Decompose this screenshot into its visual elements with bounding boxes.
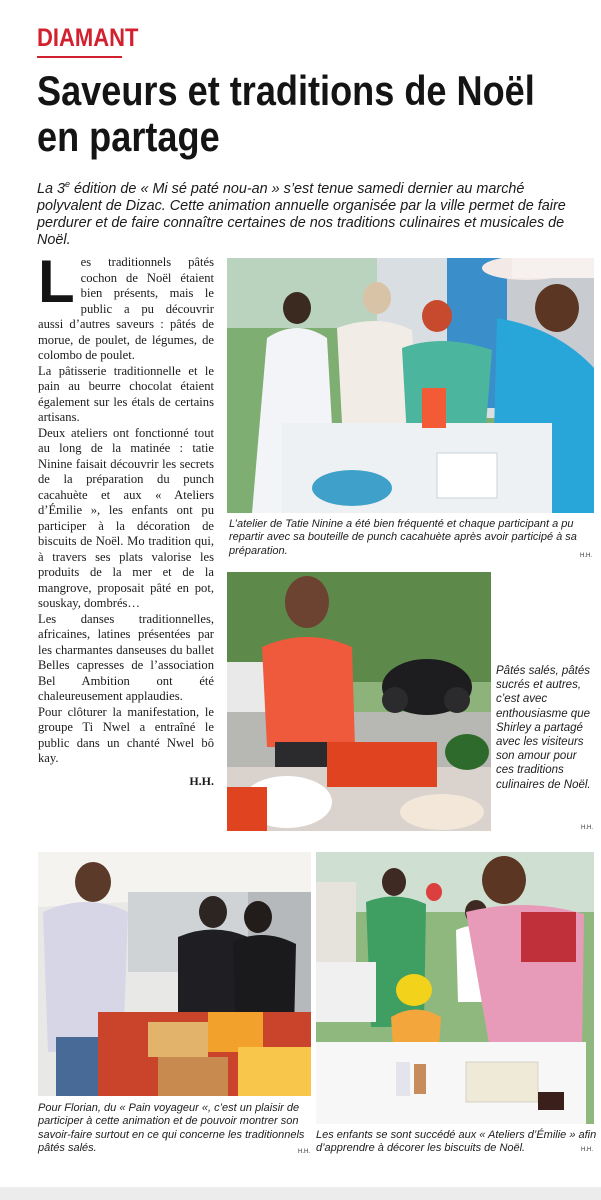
photo-shirley-credit: H.H. [581,825,593,831]
paragraph-1-text: es traditionnels pâtés cochon de Noël étaient bien présents, mais le public a pu découvrir aussi d’autres saveurs : pâtés de morue, de poulet, de légumes, de colombo de poulet. [38,255,214,362]
photo-florian-credit: H.H. [298,1149,310,1155]
headline-line-2: en partage [37,113,220,160]
article-paragraph-4: Les danses traditionnelles, africaines, latines présentées par les charmantes danseuses du ballet Belles capresses de l’association Bel Ambition ont été chaleureusement applaudies. [38,611,214,703]
page-bottom-bar [0,1187,601,1200]
lead-paragraph [37,176,592,249]
lead-prefix: La 3 [37,180,66,197]
photo-florian-caption: Pour Florian, du « Pain voyageur «, c’est un plaisir de participer à cette animation et de pouvoir montrer son savoir-faire surtout en ce qui concerne les traditionnels pâtés salés. [38,1102,305,1155]
photo-emilie-workshop-image [316,852,594,1124]
lead-text: édition de « Mi sé paté nou-an » s’est tenue samedi dernier au marché polyvalent de Dizac. Cette animation annuelle organisée par la ville permet de faire perdurer et de faire connaître certaines de nos traditions culinaires et musicales de Noël. [37,180,566,248]
article-body [38,248,214,789]
photo-punch-workshop-image [227,258,594,513]
headline [37,67,535,160]
photo-florian-image [38,852,311,1096]
article-paragraph-3: Deux ateliers ont fonctionné tout au long de la matinée : tatie Ninine faisait découvrir les secrets de la préparation du punch cacahuète et aux « Ateliers d’Émilie », les enfants ont pu participer à la décoration de biscuits de Noël. Mo tradition qui, à travers ses plats valorise les produits de la mer et de la mangrove, proposait pâté en pot, souskay, dombrés… [38,425,214,610]
photo-shirley-caption: Pâtés salés, pâtés sucrés et autres, c’est avec enthousiasme que Shirley a partagé avec les visiteurs son amour pour ces traditions culinaires de Noël. [496,665,591,791]
photo-florian [38,852,311,1096]
section-rubric: DIAMANT [37,24,139,52]
photo-emilie-workshop [316,852,594,1124]
rubric-underline [37,56,122,58]
lead-ordinal: e [65,179,71,189]
photo-emilie-workshop-caption: Les enfants se sont succédé aux « Ateliers d’Émilie » afin d’apprendre à décorer les biscuits de Noël. [316,1129,597,1155]
photo-emilie-workshop-credit: H.H. [581,1147,593,1153]
article-paragraph-5: Pour clôturer la manifestation, le groupe Ti Nwel a entraîné le public dans un chanté Nwel bô kay. [38,704,214,765]
article-signature: H.H. [189,773,214,788]
photo-punch-workshop [227,258,594,513]
article-paragraph-2: La pâtisserie traditionnelle et le pain au beurre chocolat étaient également sur les étals de certains artisans. [38,363,214,424]
photo-shirley-image [227,572,491,831]
headline-line-1: Saveurs et traditions de Noël [37,67,535,114]
photo-punch-workshop-caption: L’atelier de Tatie Ninine a été bien fréquenté et chaque participant a pu repartir avec sa bouteille de punch cacahuète après avoir participé à sa préparation. [229,518,577,557]
photo-shirley [227,572,491,831]
photo-punch-workshop-credit: H.H. [580,553,592,559]
article-paragraph-1 [38,248,214,364]
drop-cap: L [38,248,75,315]
